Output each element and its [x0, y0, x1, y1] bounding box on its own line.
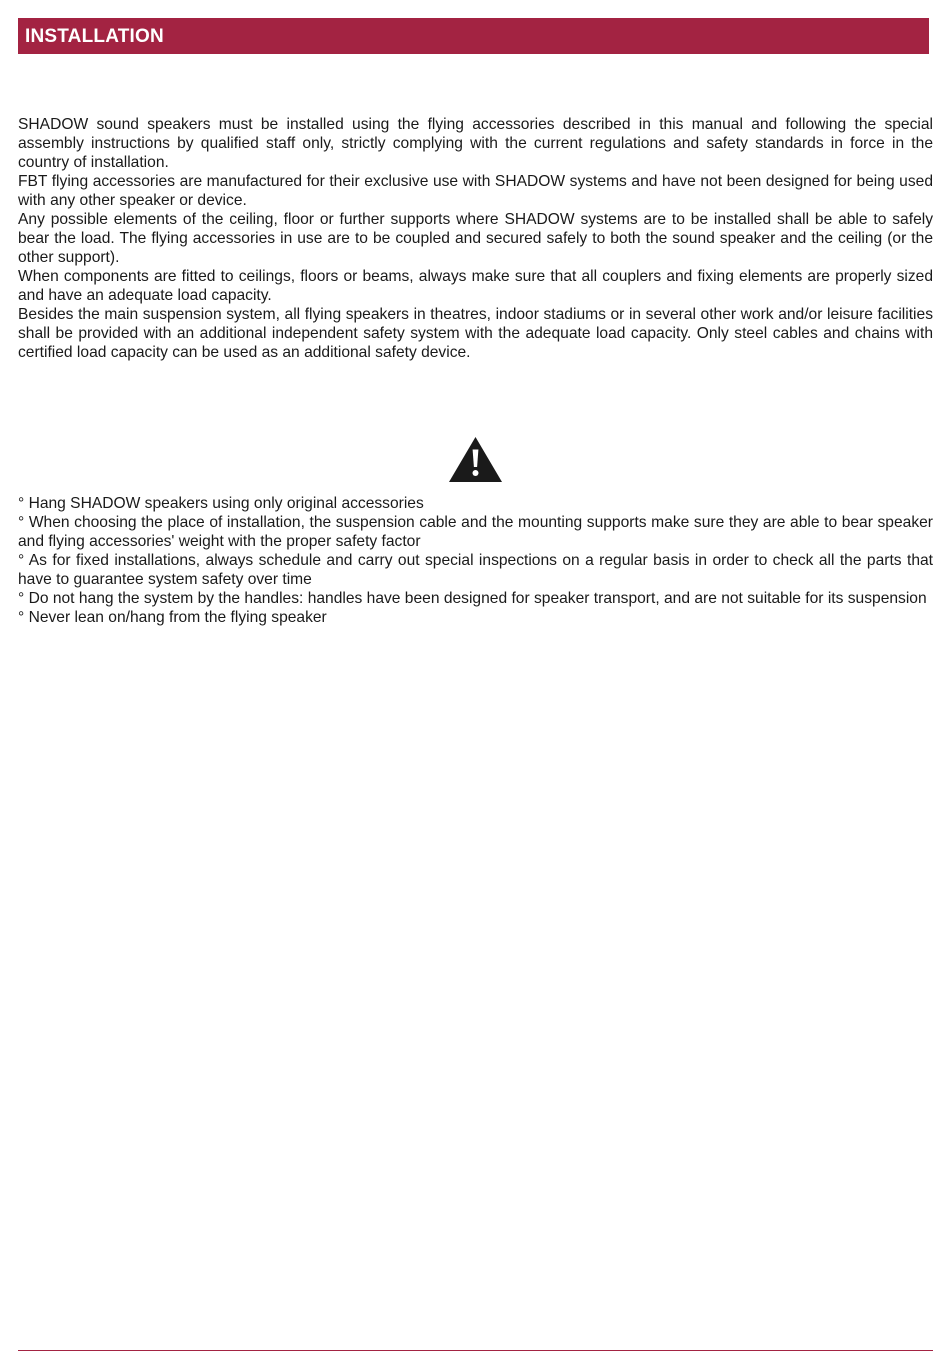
- intro-paragraph: FBT flying accessories are manufactured for their exclusive use with SHADOW systems and have not been designed for being used with any other speaker or device.: [18, 173, 933, 209]
- intro-paragraph: When components are fitted to ceilings, floors or beams, always make sure that all couplers and fixing elements are properly sized and have an adequate load capacity.: [18, 268, 933, 304]
- warning-item: ° As for fixed installations, always schedule and carry out special inspections on a regular basis in order to check all the parts that have to guarantee system safety over time: [18, 552, 933, 588]
- section-title: INSTALLATION: [25, 26, 164, 47]
- installation-intro: [18, 115, 933, 362]
- section-header: [18, 18, 929, 54]
- warning-triangle-icon: [448, 436, 503, 483]
- warning-item: ° When choosing the place of installation, the suspension cable and the mounting supports make sure they are able to bear speaker and flying accessories' weight with the proper safety factor: [18, 514, 933, 550]
- warning-item: ° Hang SHADOW speakers using only original accessories: [18, 495, 424, 512]
- intro-paragraph: Besides the main suspension system, all flying speakers in theatres, indoor stadiums or in several other work and/or leisure facilities shall be provided with an additional independent safety system with the adequate load capacity. Only steel cables and chains with certified load capacity can be used as an additional safety device.: [18, 306, 933, 361]
- intro-paragraph: SHADOW sound speakers must be installed using the flying accessories described in this manual and following the special assembly instructions by qualified staff only, strictly complying with the current regulations and safety standards in force in the country of installation.: [18, 116, 933, 171]
- warning-item: ° Never lean on/hang from the flying speaker: [18, 609, 327, 626]
- footer-divider: [18, 1350, 933, 1351]
- warning-item: ° Do not hang the system by the handles: handles have been designed for speaker transport, and are not suitable for its suspension: [18, 590, 927, 607]
- safety-warnings: [18, 494, 933, 627]
- intro-paragraph: Any possible elements of the ceiling, floor or further supports where SHADOW systems are to be installed shall be able to safely bear the load. The flying accessories in use are to be coupled and secured safely to both the sound speaker and the ceiling (or the other support).: [18, 211, 933, 266]
